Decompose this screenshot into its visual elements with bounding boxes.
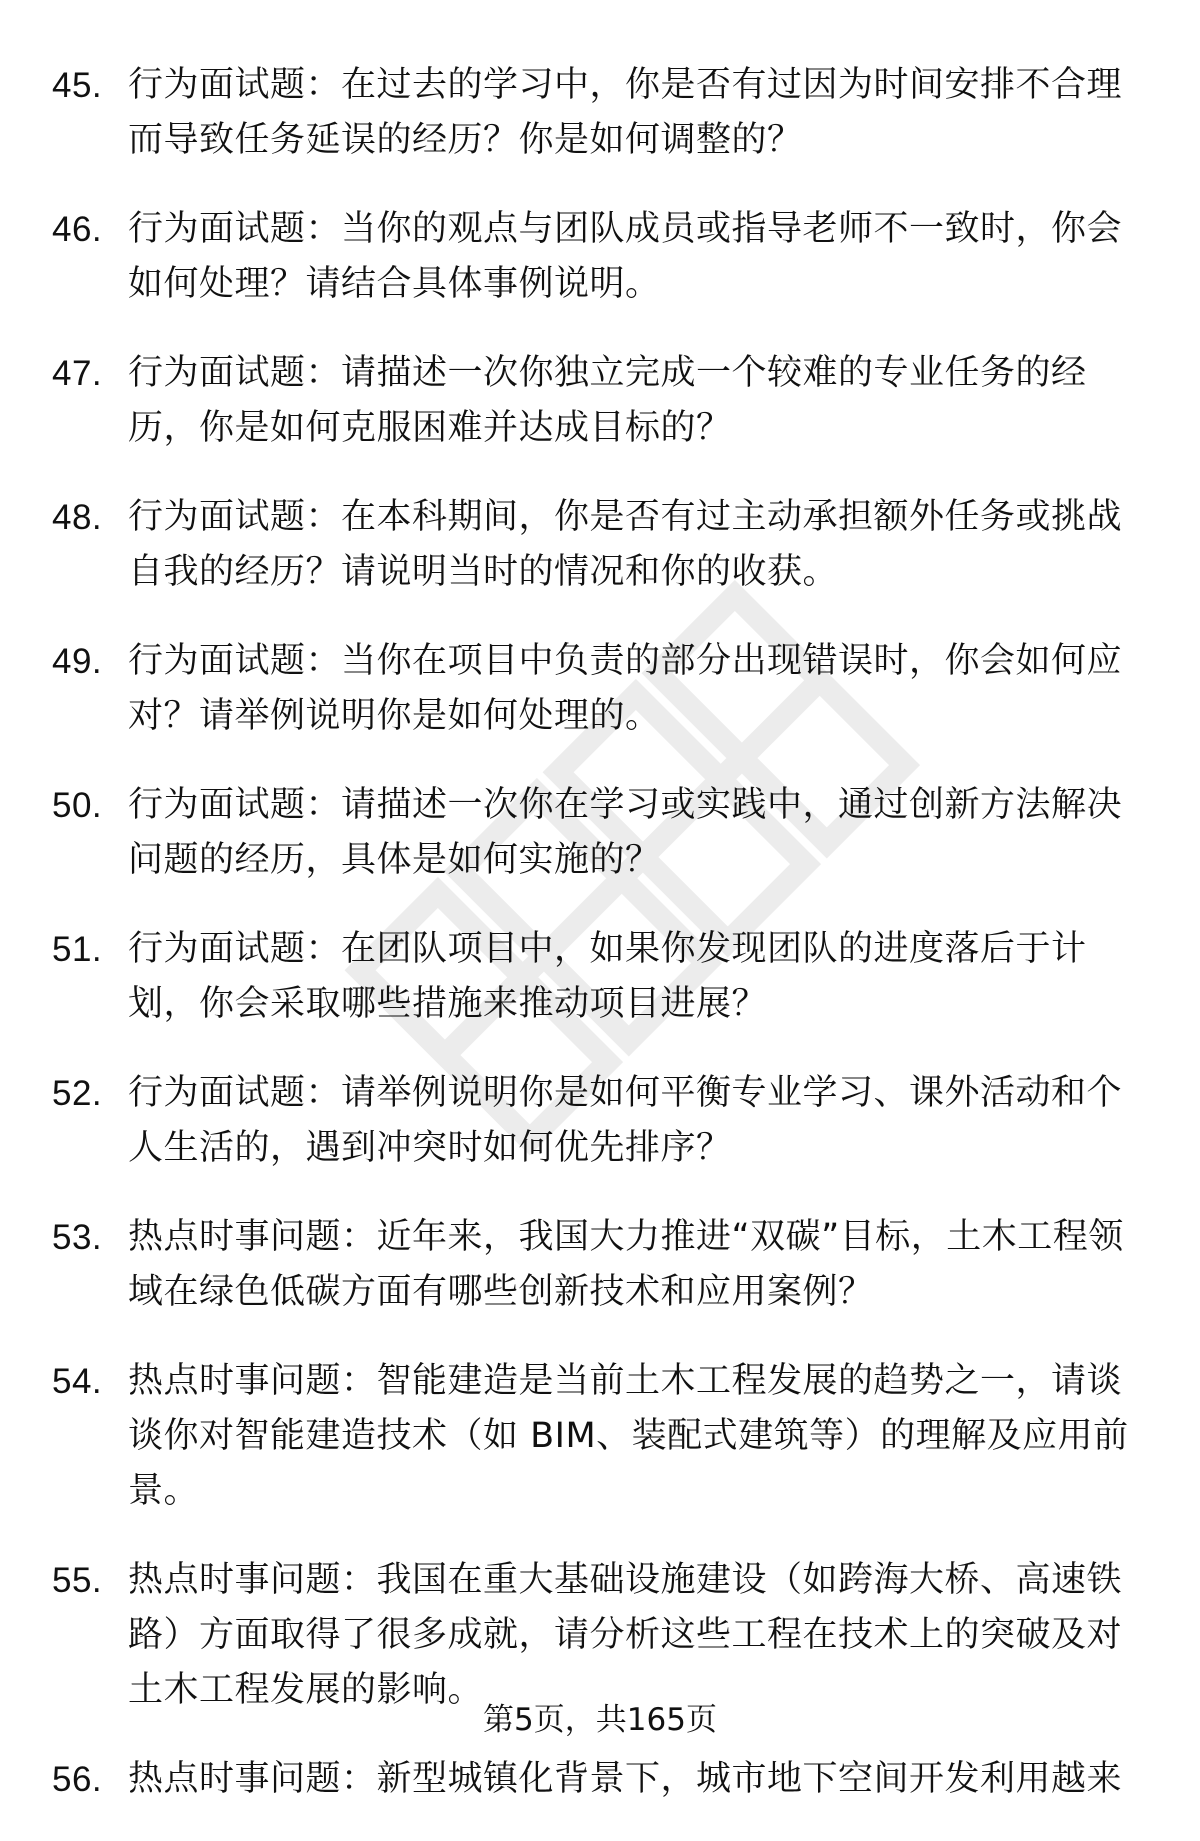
question-number: 53.	[52, 1218, 103, 1257]
question-text: 热点时事问题：我国在重大基础设施建设（如跨海大桥、高速铁路）方面取得了很多成就，请分析这些工程在技术上的突破及对土木工程发展的影响。	[128, 1560, 1123, 1710]
question-number: 50.	[52, 786, 103, 825]
question-number: 54.	[52, 1362, 103, 1401]
question-item	[52, 778, 1152, 888]
question-item	[52, 1752, 1152, 1807]
question-number: 56.	[52, 1760, 103, 1799]
question-item	[52, 490, 1152, 600]
question-number: 52.	[52, 1074, 103, 1113]
question-list	[52, 58, 1152, 1841]
question-item	[52, 1354, 1152, 1519]
question-text: 行为面试题：在过去的学习中，你是否有过因为时间安排不合理而导致任务延误的经历？你是如何调整的？	[128, 65, 1123, 160]
question-number: 48.	[52, 498, 103, 537]
question-item	[52, 922, 1152, 1032]
question-number: 55.	[52, 1561, 103, 1600]
question-item	[52, 1066, 1152, 1176]
question-text: 热点时事问题：新型城镇化背景下，城市地下空间开发利用越来	[128, 1759, 1123, 1799]
question-item	[52, 1553, 1152, 1718]
question-item	[52, 634, 1152, 744]
question-item	[52, 346, 1152, 456]
question-number: 47.	[52, 354, 103, 393]
question-text: 行为面试题：请描述一次你在学习或实践中，通过创新方法解决问题的经历，具体是如何实施的？	[128, 785, 1123, 880]
question-text: 行为面试题：在团队项目中，如果你发现团队的进度落后于计划，你会采取哪些措施来推动项目进展？	[128, 929, 1087, 1024]
question-number: 46.	[52, 210, 103, 249]
question-item	[52, 58, 1152, 168]
question-text: 行为面试题：在本科期间，你是否有过主动承担额外任务或挑战自我的经历？请说明当时的情况和你的收获。	[128, 497, 1123, 592]
question-text: 行为面试题：当你在项目中负责的部分出现错误时，你会如何应对？请举例说明你是如何处理的。	[128, 641, 1123, 736]
question-number: 45.	[52, 66, 103, 105]
question-text: 行为面试题：请举例说明你是如何平衡专业学习、课外活动和个人生活的，遇到冲突时如何优先排序？	[128, 1073, 1123, 1168]
question-text: 行为面试题：当你的观点与团队成员或指导老师不一致时，你会如何处理？请结合具体事例说明。	[128, 209, 1123, 304]
question-text: 行为面试题：请描述一次你独立完成一个较难的专业任务的经历，你是如何克服困难并达成目标的？	[128, 353, 1087, 448]
question-text: 热点时事问题：近年来，我国大力推进“双碳”目标，土木工程领域在绿色低碳方面有哪些创新技术和应用案例？	[128, 1217, 1124, 1312]
question-item	[52, 202, 1152, 312]
page-number-footer: 第5页，共165页	[483, 1702, 717, 1738]
question-item	[52, 1210, 1152, 1320]
question-number: 49.	[52, 642, 103, 681]
question-text: 热点时事问题：智能建造是当前土木工程发展的趋势之一，请谈谈你对智能建造技术（如 BIM、装配式建筑等）的理解及应用前景。	[128, 1361, 1129, 1511]
question-number: 51.	[52, 930, 103, 969]
